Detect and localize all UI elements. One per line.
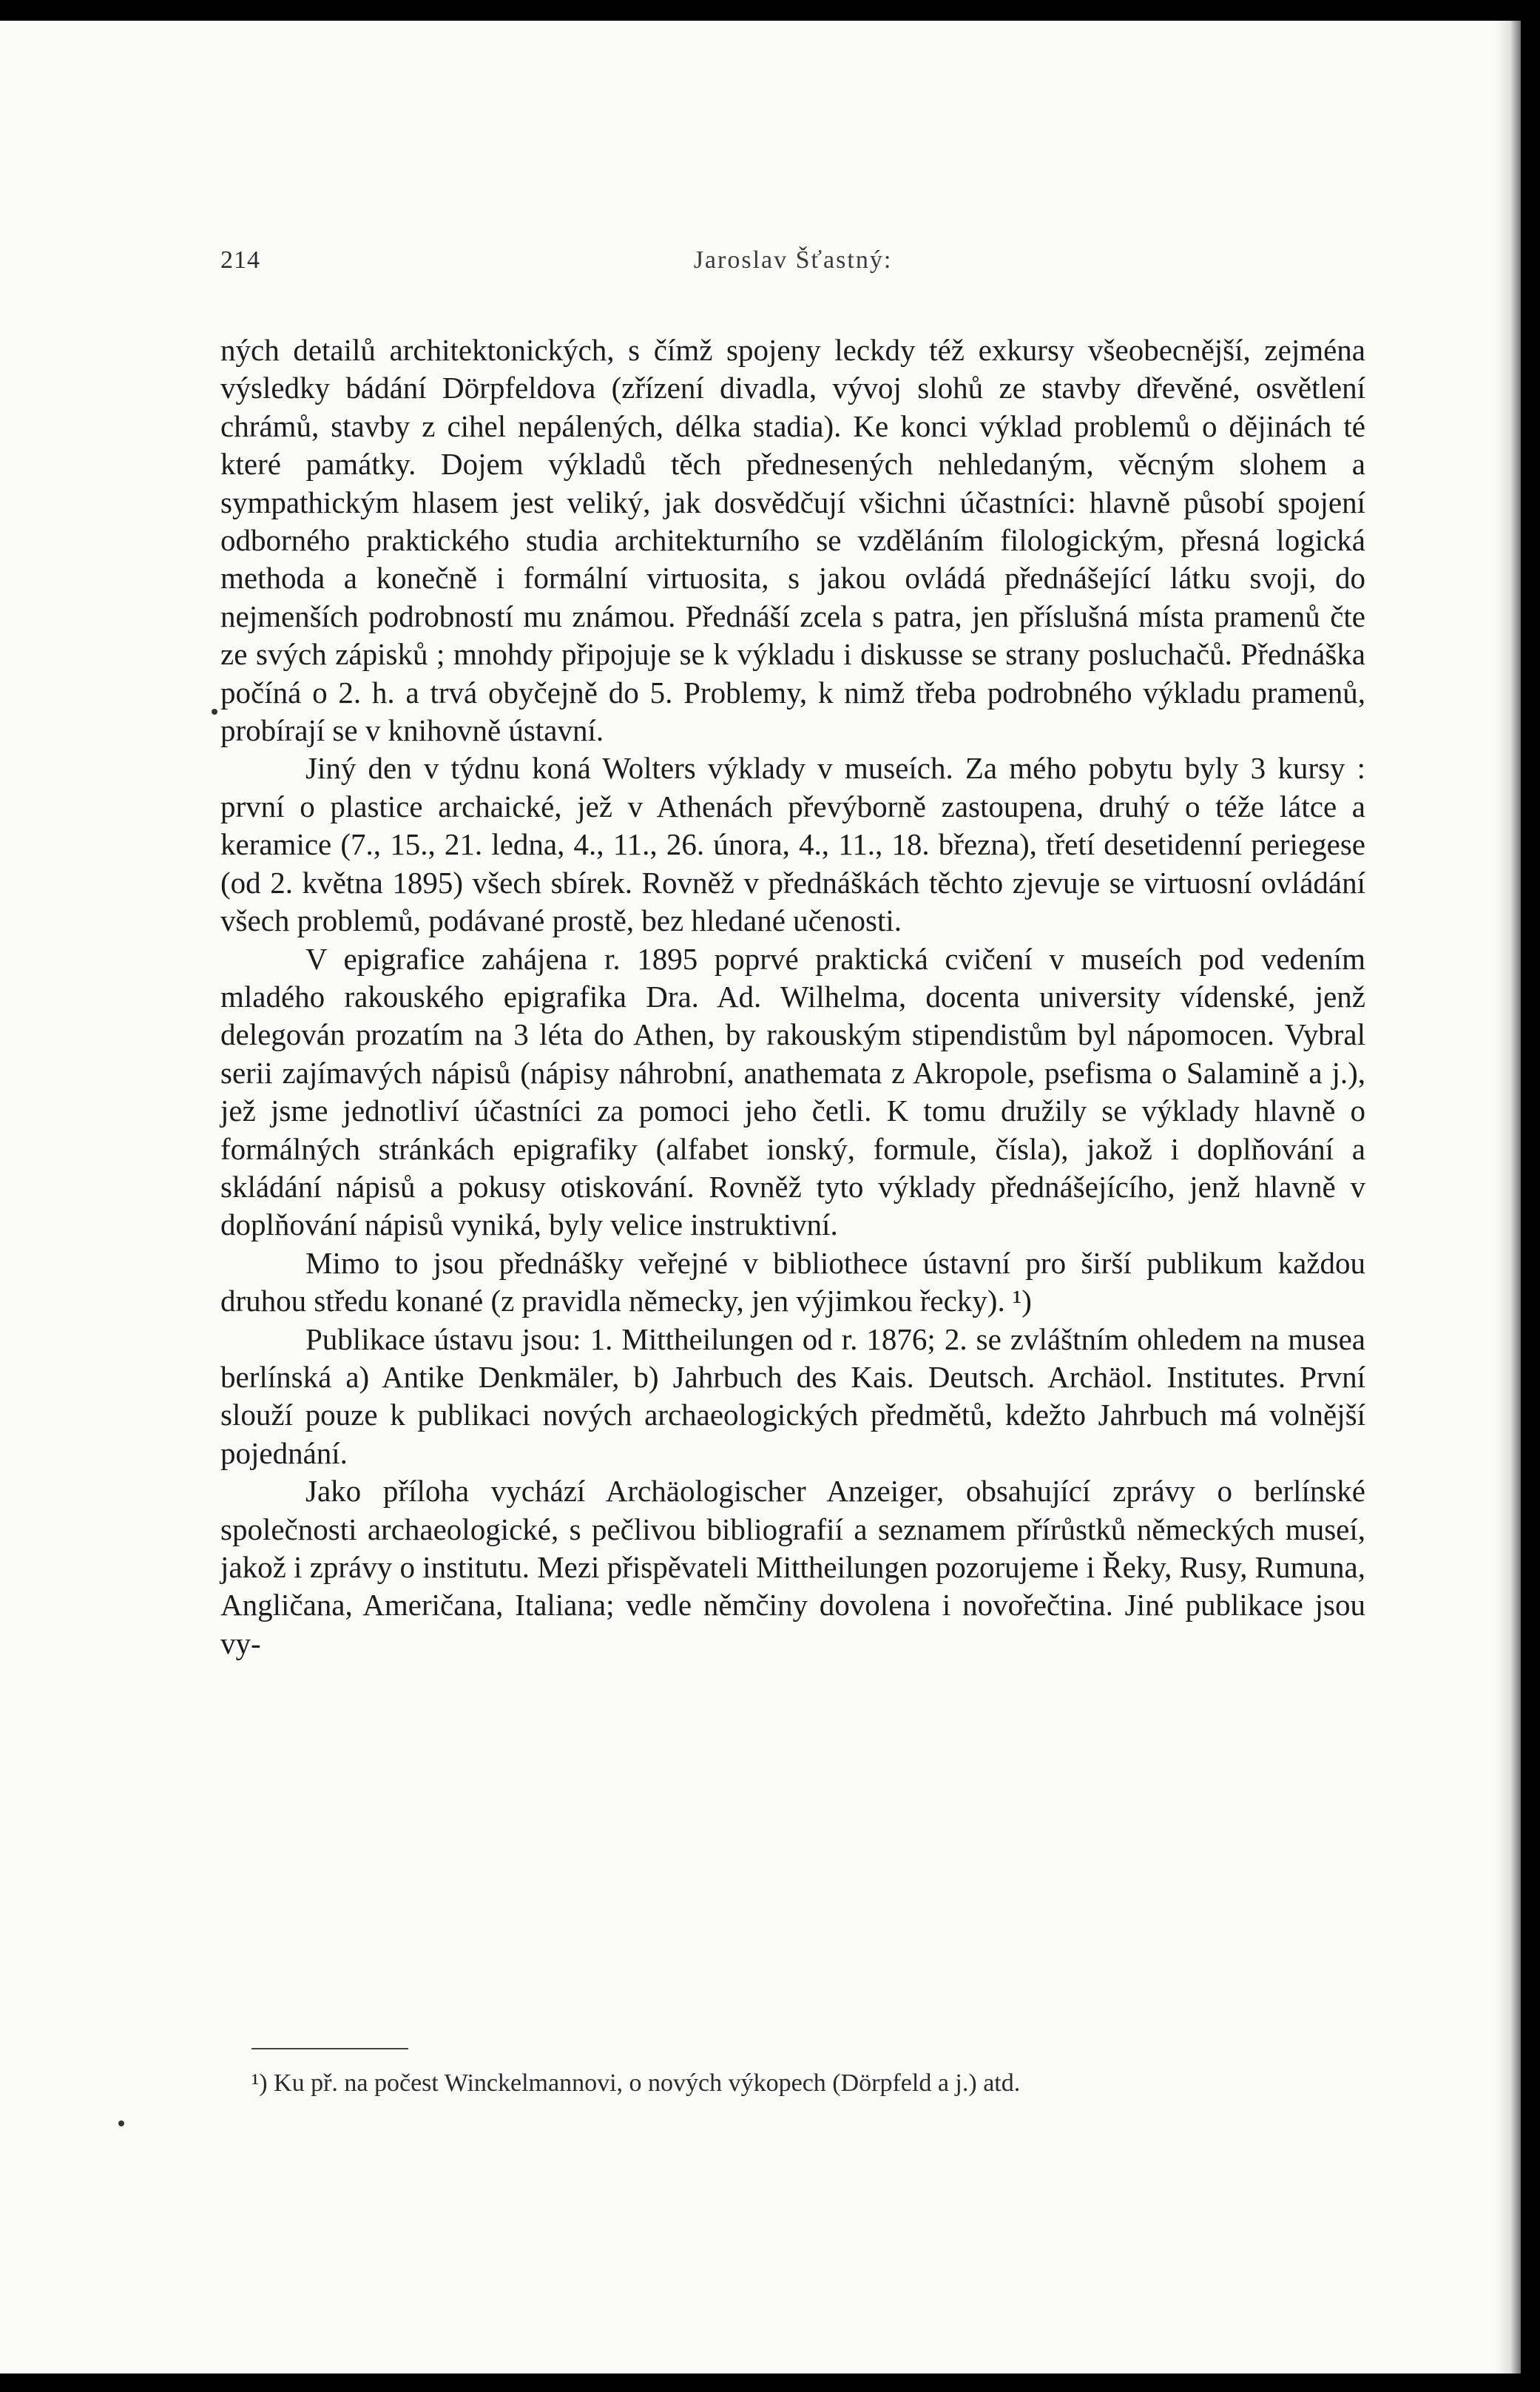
body-text xyxy=(220,331,1365,1662)
paragraph: Jiný den v týdnu koná Wolters výklady v museích. Za mého pobytu byly 3 kursy : první o plastice archaické, jež v Athenách převýborně zastoupena, druhý o téže látce a keramice (7., 15., 21. ledna, 4., 11., 26. února, 4., 11., 18. března), třetí desetidenní periegese (od 2. května 1895) všech sbírek. Rovněž v přednáškách těchto zjevuje se virtuosní ovládání všech problemů, podávané prostě, bez hledané učenosti. xyxy=(220,751,1365,938)
page-number: 214 xyxy=(220,246,260,274)
footnote: ¹) Ku př. na počest Winckelmannovi, o nových výkopech (Dörpfeld a j.) atd. xyxy=(251,2069,1021,2097)
page-edge-shadow xyxy=(1494,21,1521,2374)
margin-mark xyxy=(118,2120,124,2126)
page-header xyxy=(220,246,1365,291)
margin-mark xyxy=(212,709,217,715)
running-head: Jaroslav Šťastný: xyxy=(693,246,893,274)
paragraph: V epigrafice zahájena r. 1895 poprvé praktická cvičení v museích pod vedením mladého rakouského epigrafika Dra. Ad. Wilhelma, docenta university vídenské, jenž delegován prozatím na 3 léta do Athen, by rakouským stipendistům byl nápomocen. Vybral serii zajímavých nápisů (nápisy náhrobní, anathemata z Akropole, psefisma o Salamině a j.), jež jsme jednotliví účastníci za pomoci jeho četli. K tomu družily se výklady hlavně o formálných stránkách epigrafiky (alfabet ionský, formule, čísla), jakož i doplňování a skládání nápisů a pokusy otiskování. Rovněž tyto výklady přednášejícího, jenž hlavně v doplňování nápisů vyniká, byly velice instruktivní. xyxy=(220,941,1365,1242)
page xyxy=(0,21,1521,2374)
paragraph: ných detailů architektonických, s čímž spojeny leckdy též exkursy všeobecnější, zejména výsledky bádání Dörpfeldova (zřízení divadla, vývoj slohů ze stavby dřevěné, osvětlení chrámů, stavby z cihel nepálených, délka stadia). Ke konci výklad problemů o dějinách té které památky. Dojem výkladů těch přednesených nehledaným, věcným slohem a sympathickým hlasem jest veliký, jak dosvědčují všichni účastníci: hlavně působí spojení odborného praktického studia architekturního se vzděláním filologickým, přesná logická methoda a konečně i formální virtuosita, s jakou ovládá přednášející látku svoji, do nejmenších podrobností mu známou. Přednáší zcela s patra, jen příslušná místa pramenů čte ze svých zápisků ; mnohdy připojuje se k výkladu i diskusse se strany posluchačů. Přednáška počíná o 2. h. a trvá obyčejně do 5. Problemy, k nimž třeba podrobného výkladu pramenů, probírají se v knihovně ústavní. xyxy=(220,333,1365,748)
footnote-divider xyxy=(251,2048,408,2049)
paragraph: Publikace ústavu jsou: 1. Mittheilungen od r. 1876; 2. se zvláštním ohledem na musea berlínská a) Antike Denkmäler, b) Jahrbuch des Kais. Deutsch. Archäol. Institutes. První slouží pouze k publikaci nových archaeologických předmětů, kdežto Jahrbuch má volnější pojednání. xyxy=(220,1321,1365,1470)
paragraph: Mimo to jsou přednášky veřejné v bibliothece ústavní pro širší publikum každou druhou středu konané (z pravidla německy, jen výjimkou řecky). ¹) xyxy=(220,1245,1365,1318)
paragraph: Jako příloha vychází Archäologischer Anzeiger, obsahující zprávy o berlínské společnosti archaeologické, s pečlivou bibliografií a seznamem přírůstků německých museí, jakož i zprávy o institutu. Mezi přispěvateli Mittheilungen pozorujeme i Řeky, Rusy, Rumuna, Angličana, Američana, Italiana; vedle němčiny dovolena i novořečtina. Jiné publikace jsou vy- xyxy=(220,1474,1365,1660)
